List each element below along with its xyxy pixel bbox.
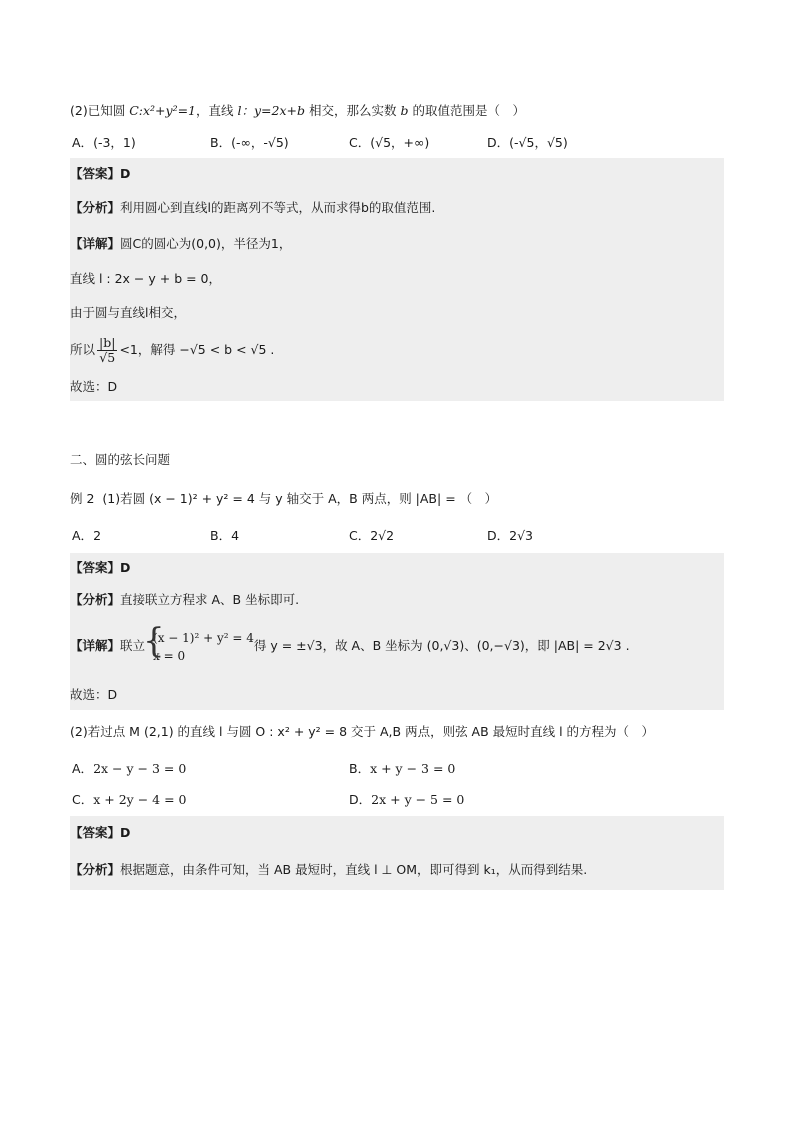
example-2-2-stem: (2)若过点 M (2,1) 的直线 l 与圆 O : x² + y² = 8 交于 A,B 两点，则弦 AB 最短时直线 l 的方程为（ ）	[70, 724, 655, 739]
detail-line-2: 直线 l : 2x − y + b = 0，	[70, 271, 222, 286]
option-d: D．(-√5，√5)	[487, 135, 568, 150]
question-number: (2)	[70, 103, 88, 118]
question-2-stem: (2)已知圆 C:x²+y²=1，直线 l：y=2x+b 相交，那么实数 b 的取值范围是（ ）	[70, 103, 525, 118]
option-a: A．2x − y − 3 = 0	[72, 761, 187, 776]
option-a: A．(-3，1)	[72, 135, 136, 150]
detail-line-3: 由于圆与直线l相交，	[70, 305, 186, 320]
option-d: D．2√3	[487, 528, 534, 543]
line-equation: l：y=2x+b	[237, 103, 306, 118]
option-c: C．x + 2y − 4 = 0	[72, 792, 187, 807]
circle-equation: C:x²+y²=1	[129, 103, 197, 118]
detail-line-4: 所以 $\frac{|b|}{√5}$ <1，解得 −√5 < b < √5 .	[70, 335, 275, 365]
fraction: $\frac{|b|}{√5}$	[99, 335, 116, 365]
option-c: C．(√5，+∞)	[349, 135, 430, 150]
analysis-line: 【分析】利用圆心到直线l的距离列不等式，从而求得b的取值范围.	[70, 200, 436, 215]
option-d: D．2x + y − 5 = 0	[349, 792, 465, 807]
option-b: B．x + y − 3 = 0	[349, 761, 456, 776]
answer-line: 【答案】D	[70, 166, 131, 181]
option-b: B．4	[210, 528, 240, 543]
detail-line: 【详解】联立 { (x − 1)² + y² = 4 x = 0 得 y = ±√3，故 A、B 坐标为 (0,√3)、(0,−√3)，即 |AB| = 2√3 .	[70, 628, 724, 665]
answer-line: 【答案】D	[70, 825, 131, 840]
answer-line: 【答案】D	[70, 560, 131, 575]
option-b: B．(-∞，-√5)	[210, 135, 289, 150]
equation-system: { (x − 1)² + y² = 4 x = 0	[145, 629, 254, 665]
option-a: A．2	[72, 528, 102, 543]
analysis-line: 【分析】根据题意，由条件可知，当 AB 最短时，直线 l ⊥ OM，即可得到 k₁，从而得到结果.	[70, 862, 588, 877]
analysis-line: 【分析】直接联立方程求 A、B 坐标即可.	[70, 592, 300, 607]
option-c: C．2√2	[349, 528, 395, 543]
detail-line-1: 【详解】圆C的圆心为(0,0)，半径为1，	[70, 236, 292, 251]
section-title: 二、圆的弦长问题	[70, 452, 171, 467]
conclusion-line: 故选：D	[70, 379, 118, 394]
conclusion-line: 故选：D	[70, 687, 118, 702]
example-2-1-stem: 例 2 (1)若圆 (x − 1)² + y² = 4 与 y 轴交于 A，B 两点，则 |AB| = （ ）	[70, 491, 498, 506]
